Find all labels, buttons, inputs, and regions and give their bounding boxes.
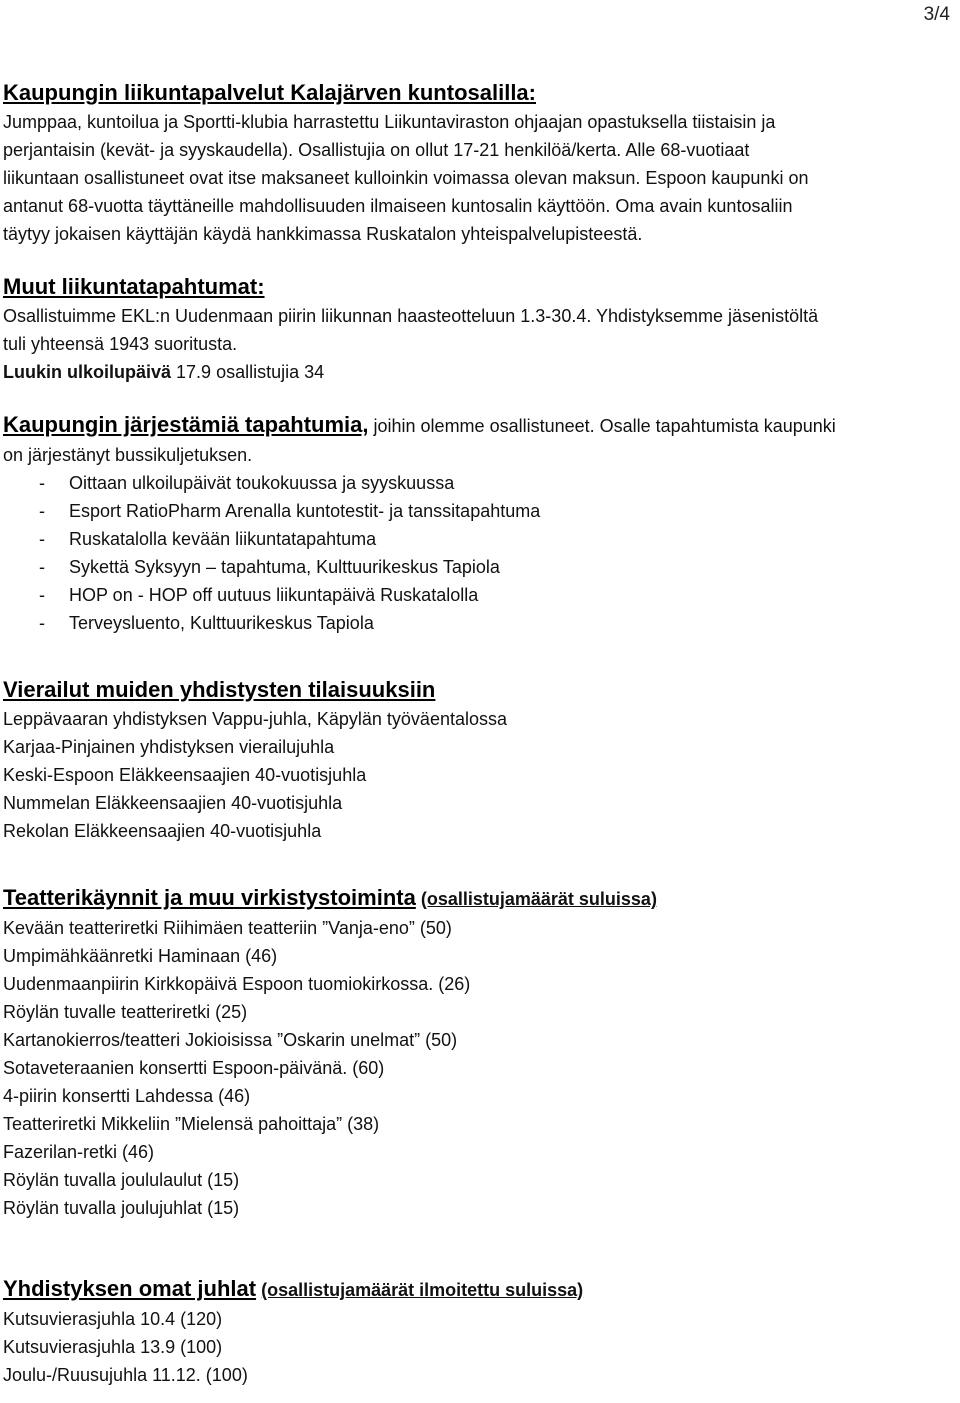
list-item: - Sykettä Syksyyn – tapahtuma, Kulttuurikeskus Tapiola — [39, 557, 500, 577]
list-item: Röylän tuvalla joulujuhlat (15) — [3, 1198, 240, 1218]
city-events-heading-line — [3, 410, 955, 441]
paragraph-line: Jumppaa, kuntoilua ja Sportti-klubia harrastettu Liikuntaviraston ohjaajan opastuksella tiistaisin ja — [3, 112, 776, 132]
section-sport-services — [3, 78, 955, 248]
section-heading: Vierailut muiden yhdistysten tilaisuuksiin — [3, 677, 436, 702]
section-own-parties — [3, 1274, 955, 1389]
outdoor-day-text: 17.9 osallistujia 34 — [171, 362, 325, 382]
list-item: 4-piirin konsertti Lahdessa (46) — [3, 1086, 251, 1106]
section-city-events — [3, 410, 955, 637]
section-theatre — [3, 883, 955, 1222]
section-heading-note: joihin olemme osallistuneet. Osalle tapahtumista kaupunki — [368, 416, 836, 436]
section-heading: Kaupungin liikuntapalvelut Kalajärven kuntosalilla: — [3, 80, 536, 105]
list-item: - Terveysluento, Kulttuurikeskus Tapiola — [39, 613, 374, 633]
list-item: Kutsuvierasjuhla 13.9 (100) — [3, 1337, 223, 1357]
document-body — [3, 78, 955, 1389]
list-item: Sotaveteraanien konsertti Espoon-päivänä. (60) — [3, 1058, 385, 1078]
section-heading: Yhdistyksen omat juhlat — [3, 1276, 257, 1301]
list-item: Röylän tuvalle teatteriretki (25) — [3, 1002, 248, 1022]
outdoor-day-label: Luukin ulkoilupäivä — [3, 362, 172, 382]
section-heading: Teatterikäynnit ja muu virkistystoiminta — [3, 885, 416, 910]
page-number: 3/4 — [923, 4, 950, 25]
paragraph-line: antanut 68-vuotta täyttäneille mahdollisuuden ilmaiseen kuntosalin käyttöön. Oma avain kuntosaliin — [3, 196, 793, 216]
list-item: Fazerilan-retki (46) — [3, 1142, 155, 1162]
list-item: - Ruskatalolla kevään liikuntatapahtuma — [39, 529, 377, 549]
section-heading: Muut liikuntatapahtumat: — [3, 274, 265, 299]
paragraph-line: Osallistuimme EKL:n Uudenmaan piirin liikunnan haasteotteluun 1.3-30.4. Yhdistyksemme jäsenistöltä — [3, 306, 819, 326]
section-other-events — [3, 272, 955, 386]
paragraph-line: on järjestänyt bussikuljetuksen. — [3, 445, 253, 465]
theatre-heading-line — [3, 883, 955, 914]
list-item: Karjaa-Pinjainen yhdistyksen vierailujuhla — [3, 737, 335, 757]
list-item: Joulu-/Ruusujuhla 11.12. (100) — [3, 1365, 248, 1385]
list-item: Kutsuvierasjuhla 10.4 (120) — [3, 1309, 223, 1329]
list-item: Keski-Espoon Eläkkeensaajien 40-vuotisjuhla — [3, 765, 367, 785]
section-heading-note: (osallistujamäärät ilmoitettu suluissa) — [261, 1280, 584, 1300]
list-item: Umpimähkäänretki Haminaan (46) — [3, 946, 278, 966]
paragraph-line: liikuntaan osallistuneet ovat itse maksaneet kulloinkin voimassa olevan maksun. Espoon kaupunki on — [3, 168, 809, 188]
section-heading-note: (osallistujamäärät suluissa) — [420, 889, 657, 909]
list-item: Nummelan Eläkkeensaajien 40-vuotisjuhla — [3, 793, 343, 813]
list-item: Kartanokierros/teatteri Jokioisissa ”Oskarin unelmat” (50) — [3, 1030, 458, 1050]
list-item: Leppävaaran yhdistyksen Vappu-juhla, Käpylän työväentalossa — [3, 709, 507, 729]
list-item: Röylän tuvalla joululaulut (15) — [3, 1170, 240, 1190]
list-item: - HOP on - HOP off uutuus liikuntapäivä Ruskatalolla — [39, 585, 479, 605]
section-heading: Kaupungin järjestämiä tapahtumia, — [3, 412, 369, 437]
section-visits — [3, 675, 955, 845]
list-item: Teatteriretki Mikkeliin ”Mielensä pahoittaja” (38) — [3, 1114, 380, 1134]
list-item: - Oittaan ulkoilupäivät toukokuussa ja syyskuussa — [39, 473, 455, 493]
list-item: Uudenmaanpiirin Kirkkopäivä Espoon tuomiokirkossa. (26) — [3, 974, 471, 994]
paragraph-line: perjantaisin (kevät- ja syyskaudella). Osallistujia on ollut 17-21 henkilöä/kerta. Alle 68-vuotiaat — [3, 140, 750, 160]
paragraph-line: tuli yhteensä 1943 suoritusta. — [3, 334, 238, 354]
own-parties-heading-line — [3, 1274, 955, 1305]
list-item: Kevään teatteriretki Riihimäen teatteriin ”Vanja-eno” (50) — [3, 918, 452, 938]
outdoor-day-line — [3, 358, 955, 386]
city-events-list — [3, 469, 955, 637]
list-item: - Esport RatioPharm Arenalla kuntotestit- ja tanssitapahtuma — [39, 501, 541, 521]
paragraph-line: täytyy jokaisen käyttäjän käydä hankkimassa Ruskatalon yhteispalvelupisteestä. — [3, 224, 643, 244]
list-item: Rekolan Eläkkeensaajien 40-vuotisjuhla — [3, 821, 322, 841]
